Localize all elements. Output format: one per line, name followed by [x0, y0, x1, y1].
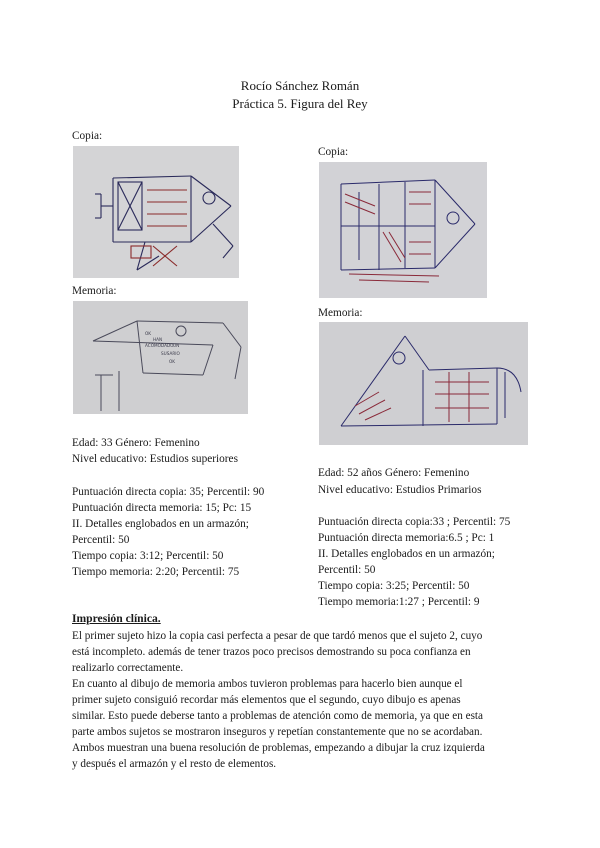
subject1-time-copy: Tiempo copia: 3:12; Percentil: 50 [72, 550, 224, 562]
clinical-line: Ambos muestran una buena resolución de problemas, empezando a dibujar la cruz izquierda [72, 742, 485, 754]
subject1-score-details-pc: Percentil: 50 [72, 534, 130, 546]
subject2-time-memory: Tiempo memoria:1:27 ; Percentil: 9 [318, 596, 480, 608]
subject2-score-memory: Puntuación directa memoria:6.5 ; Pc: 1 [318, 532, 495, 544]
subject1-memory-label: Memoria: [72, 285, 117, 297]
clinical-line: realizarlo correctamente. [72, 662, 184, 674]
author-name: Rocío Sánchez Román [240, 78, 360, 93]
subject2-memory-label: Memoria: [318, 307, 363, 319]
subject2-time-copy: Tiempo copia: 3:25; Percentil: 50 [318, 580, 470, 592]
subject1-score-memory: Puntuación directa memoria: 15; Pc: 15 [72, 502, 252, 514]
clinical-line: y después el armazón y el resto de elementos. [72, 758, 277, 770]
subject1-copy-label: Copia: [72, 130, 103, 142]
subject2-score-copy: Puntuación directa copia:33 ; Percentil: 75 [318, 516, 511, 528]
subject2-score-details: II. Detalles englobados en un armazón; [318, 548, 495, 560]
memory-note-2: HAN [153, 337, 163, 342]
subject2-score-details-pc: Percentil: 50 [318, 564, 376, 576]
subject1-age-gender: Edad: 33 Género: Femenino [72, 437, 200, 449]
subject2-memory-drawing [319, 322, 528, 445]
subject1-time-memory: Tiempo memoria: 2:20; Percentil: 75 [72, 566, 240, 578]
subject2-copy-drawing [319, 162, 487, 298]
clinical-line: El primer sujeto hizo la copia casi perfecta a pesar de que tardó menos que el sujeto 2, cuyo [72, 630, 483, 642]
clinical-line: está incompleto. además de tener trazos poco precisos demostrando su poca confianza en [72, 646, 471, 658]
subject2-copy-label: Copia: [318, 146, 349, 158]
memory-note-3: ACOMODADO [145, 343, 174, 348]
memory-note-5: SUSARIO [161, 351, 180, 356]
memory-note-1: OK [145, 331, 152, 336]
clinical-paragraph [72, 628, 532, 772]
clinical-heading: Impresión clínica. [72, 612, 161, 625]
subject1-score-copy: Puntuación directa copia: 35; Percentil: 90 [72, 486, 265, 498]
page-title: Práctica 5. Figura del Rey [232, 96, 368, 111]
subject1-education: Nivel educativo: Estudios superiores [72, 453, 238, 465]
memory-note-4: UN [173, 343, 180, 348]
subject1-score-details: II. Detalles englobados en un armazón; [72, 518, 249, 530]
clinical-line: parte ambos sujetos se mostraron inseguros y repetían constantemente que no se acordaban. [72, 726, 483, 738]
subject2-age-gender: Edad: 52 años Género: Femenino [318, 467, 470, 479]
clinical-line: similar. Esto puede deberse tanto a problemas de atención como de memoria, ya que en esta [72, 710, 483, 722]
subject2-education: Nivel educativo: Estudios Primarios [318, 484, 482, 496]
memory-note-6: OK [169, 359, 176, 364]
subject1-copy-drawing [73, 146, 239, 278]
clinical-line: En cuanto al dibujo de memoria ambos tuvieron problemas para hacerlo bien aunque el [72, 678, 463, 690]
subject1-memory-drawing [73, 301, 248, 414]
clinical-line: primer sujeto consiguió recordar más elementos que el segundo, cuyo dibujo es apenas [72, 694, 461, 706]
